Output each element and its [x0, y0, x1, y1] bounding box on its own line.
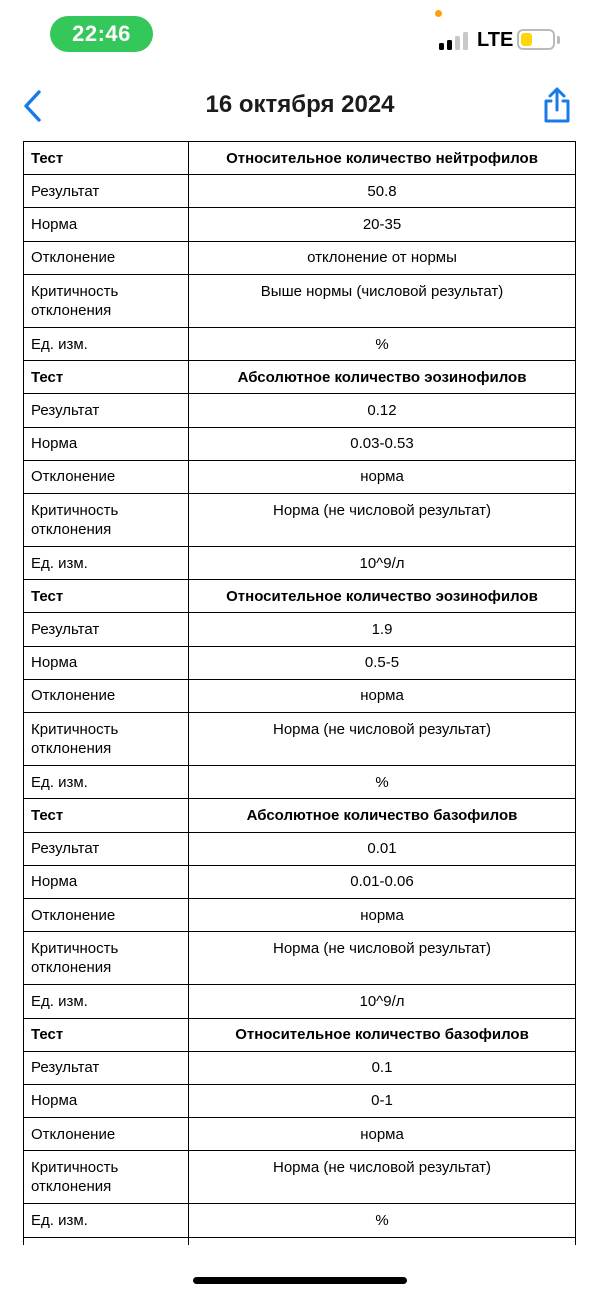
row-value: 1.9: [189, 613, 576, 646]
test-name-row: [24, 799, 576, 832]
deviation-row: [24, 898, 576, 931]
row-value: 10^9/л: [189, 547, 576, 580]
result-row: [24, 832, 576, 865]
row-value: 0.01: [189, 832, 576, 865]
criticality-row: [24, 274, 576, 327]
share-button[interactable]: [540, 86, 574, 124]
result-row: [24, 613, 576, 646]
row-label: Норма: [24, 865, 189, 898]
row-label: Тест: [24, 361, 189, 394]
row-value: %: [189, 766, 576, 799]
row-value: Норма (не числовой результат): [189, 493, 576, 546]
test-name-row: [24, 142, 576, 175]
row-value: Норма (не числовой результат): [189, 1151, 576, 1204]
row-value: Относительное количество эозинофилов: [189, 580, 576, 613]
results-table: [23, 141, 576, 1245]
test-name-row: [24, 1018, 576, 1051]
share-icon: [540, 86, 574, 124]
norm-row: [24, 865, 576, 898]
result-row: [24, 394, 576, 427]
row-label: Отклонение: [24, 460, 189, 493]
result-row: [24, 175, 576, 208]
row-label: [24, 1237, 189, 1245]
row-value: %: [189, 327, 576, 360]
result-row: [24, 1051, 576, 1084]
row-label: Отклонение: [24, 898, 189, 931]
next-row-partial: [24, 1237, 576, 1245]
deviation-row: [24, 241, 576, 274]
row-label: Отклонение: [24, 1118, 189, 1151]
test-name-row: [24, 580, 576, 613]
row-value: 0.12: [189, 394, 576, 427]
row-label: Ед. изм.: [24, 766, 189, 799]
row-value: 0.1: [189, 1051, 576, 1084]
unit-row: [24, 327, 576, 360]
criticality-row: [24, 713, 576, 766]
row-label: Результат: [24, 394, 189, 427]
norm-row: [24, 1084, 576, 1117]
norm-row: [24, 208, 576, 241]
row-label: Норма: [24, 427, 189, 460]
deviation-row: [24, 460, 576, 493]
row-label: Норма: [24, 1084, 189, 1117]
results-table-container[interactable]: [23, 141, 576, 1245]
row-value: норма: [189, 460, 576, 493]
row-value: Норма (не числовой результат): [189, 932, 576, 985]
row-value: Выше нормы (числовой результат): [189, 274, 576, 327]
row-value: 20-35: [189, 208, 576, 241]
row-label: Ед. изм.: [24, 985, 189, 1018]
row-value: [189, 1237, 576, 1245]
row-value: 0.5-5: [189, 646, 576, 679]
row-value: 0.03-0.53: [189, 427, 576, 460]
row-label: Критичность отклонения: [24, 713, 189, 766]
status-time-pill[interactable]: [50, 16, 153, 52]
row-value: 50.8: [189, 175, 576, 208]
home-indicator[interactable]: [193, 1277, 407, 1284]
row-value: норма: [189, 898, 576, 931]
row-value: отклонение от нормы: [189, 241, 576, 274]
criticality-row: [24, 932, 576, 985]
row-label: Тест: [24, 580, 189, 613]
row-label: Критичность отклонения: [24, 274, 189, 327]
row-label: Норма: [24, 646, 189, 679]
row-label: Отклонение: [24, 679, 189, 712]
row-label: Результат: [24, 1051, 189, 1084]
norm-row: [24, 646, 576, 679]
row-value: Относительное количество нейтрофилов: [189, 142, 576, 175]
test-name-row: [24, 361, 576, 394]
row-label: Тест: [24, 799, 189, 832]
row-label: Критичность отклонения: [24, 1151, 189, 1204]
row-value: Относительное количество базофилов: [189, 1018, 576, 1051]
page-title: 16 октября 2024: [205, 91, 395, 118]
row-value: Норма (не числовой результат): [189, 713, 576, 766]
row-label: Результат: [24, 832, 189, 865]
status-time: 22:46: [72, 21, 131, 46]
row-value: Абсолютное количество эозинофилов: [189, 361, 576, 394]
row-value: Абсолютное количество базофилов: [189, 799, 576, 832]
row-label: Ед. изм.: [24, 1204, 189, 1237]
row-label: Ед. изм.: [24, 547, 189, 580]
battery-nub: [557, 36, 560, 44]
row-value: 0-1: [189, 1084, 576, 1117]
row-label: Норма: [24, 208, 189, 241]
row-label: Тест: [24, 142, 189, 175]
row-label: Результат: [24, 613, 189, 646]
unit-row: [24, 766, 576, 799]
row-value: норма: [189, 679, 576, 712]
row-value: 10^9/л: [189, 985, 576, 1018]
criticality-row: [24, 493, 576, 546]
privacy-indicator-dot: [435, 10, 442, 17]
row-label: Критичность отклонения: [24, 493, 189, 546]
norm-row: [24, 427, 576, 460]
network-type: LTE: [477, 29, 514, 51]
row-label: Тест: [24, 1018, 189, 1051]
deviation-row: [24, 1118, 576, 1151]
battery-level: [521, 33, 532, 46]
deviation-row: [24, 679, 576, 712]
row-value: 0.01-0.06: [189, 865, 576, 898]
unit-row: [24, 547, 576, 580]
unit-row: [24, 985, 576, 1018]
row-value: норма: [189, 1118, 576, 1151]
row-label: Критичность отклонения: [24, 932, 189, 985]
cellular-signal-icon: [439, 32, 469, 50]
row-label: Результат: [24, 175, 189, 208]
battery-icon: [517, 29, 555, 50]
unit-row: [24, 1204, 576, 1237]
row-label: Отклонение: [24, 241, 189, 274]
row-value: %: [189, 1204, 576, 1237]
criticality-row: [24, 1151, 576, 1204]
row-label: Ед. изм.: [24, 327, 189, 360]
